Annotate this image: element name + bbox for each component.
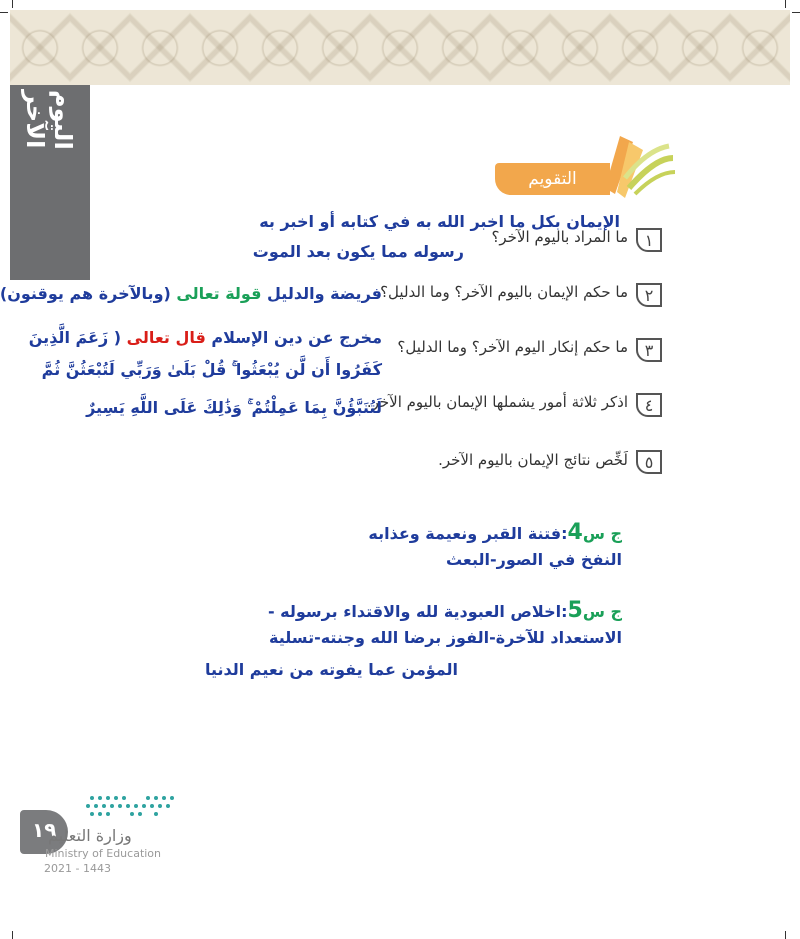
answer-4-line-1 (368, 520, 622, 545)
ministry-name: وزارة التعليم (48, 826, 132, 845)
answer-3-quote-1: ( زَعَمَ الَّذِينَ (28, 328, 122, 347)
question-number: ٢ (636, 283, 662, 307)
crop-mark (785, 0, 786, 8)
question-number: ١ (636, 228, 662, 252)
answer-4-num: 4 (567, 520, 583, 545)
answer-1-line-2: رسوله مما يكون بعد الموت (252, 242, 464, 261)
answer-5-num: 5 (567, 598, 583, 623)
edition-year: 2021 - 1443 (44, 862, 111, 875)
answer-4-line-2: النفخ في الصور-البعث (445, 550, 622, 569)
answer-3-label: قال تعالى (126, 328, 206, 347)
question-number: ٤ (636, 393, 662, 417)
answer-5-line-3: المؤمن عما يفوته من نعيم الدنيا (204, 660, 458, 679)
chapter-title: اليوم الآخر (21, 90, 77, 150)
answer-4-tag: ج س (582, 524, 622, 543)
question-number: ٣ (636, 338, 662, 362)
crop-mark (0, 12, 8, 13)
answer-2 (0, 284, 382, 303)
answer-2-label: قولة تعالى (176, 284, 262, 303)
page-number: ١٩ (32, 818, 57, 842)
answer-2-quote: (وبالآخرة هم يوقنون) (0, 284, 171, 303)
question-text: لَخِّص نتائج الإيمان باليوم الآخر. (438, 451, 628, 469)
question-text: ما حكم الإيمان باليوم الآخر؟ وما الدليل؟ (380, 283, 628, 301)
ministry-name-en: Ministry of Education (45, 847, 162, 860)
answer-2-prefix: فريضة والدليل (267, 284, 382, 303)
answer-5-line-2: الاستعداد للآخرة-الفوز برضا الله وجنته-تسلية (269, 628, 622, 647)
answer-1-line-1: الإيمان بكل ما اخبر الله به في كتابه أو اخبر به (259, 212, 620, 231)
answer-3-line-2: كَفَرُوا أَن لَّن يُبْعَثُوا ۚ قُلْ بَلَىٰ وَرَبِّي لَتُبْعَثُنَّ ثُمَّ (41, 360, 382, 379)
section-badge: التقويم (495, 163, 610, 195)
answer-5-tag: ج س (582, 602, 622, 621)
crop-mark (12, 0, 13, 8)
answer-5-line-1 (268, 598, 622, 623)
crop-mark (12, 931, 13, 939)
top-pattern-banner (10, 10, 790, 85)
answer-3-line-3: لَتُنَبَّؤُنَّ بِمَا عَمِلْتُمْ ۚ وَذَٰلِكَ عَلَى اللَّهِ يَسِيرٌ (86, 398, 382, 417)
question-text: ما المراد باليوم الآخر؟ (491, 228, 628, 246)
answer-3-line-1 (29, 328, 382, 347)
question-number: ٥ (636, 450, 662, 474)
crop-mark (785, 931, 786, 939)
question-text: ما حكم إنكار اليوم الآخر؟ وما الدليل؟ (397, 338, 628, 356)
crop-mark (792, 12, 800, 13)
answer-4-text: :فتنة القبر ونعيمة وعذابه (368, 524, 568, 543)
answer-3-prefix: مخرج عن دين الإسلام (211, 328, 382, 347)
answer-5-text: :اخلاص العبودية لله والاقتداء برسوله - (267, 602, 568, 621)
question-text: اذكر ثلاثة أمور يشملها الإيمان باليوم الآخر. (366, 393, 628, 411)
